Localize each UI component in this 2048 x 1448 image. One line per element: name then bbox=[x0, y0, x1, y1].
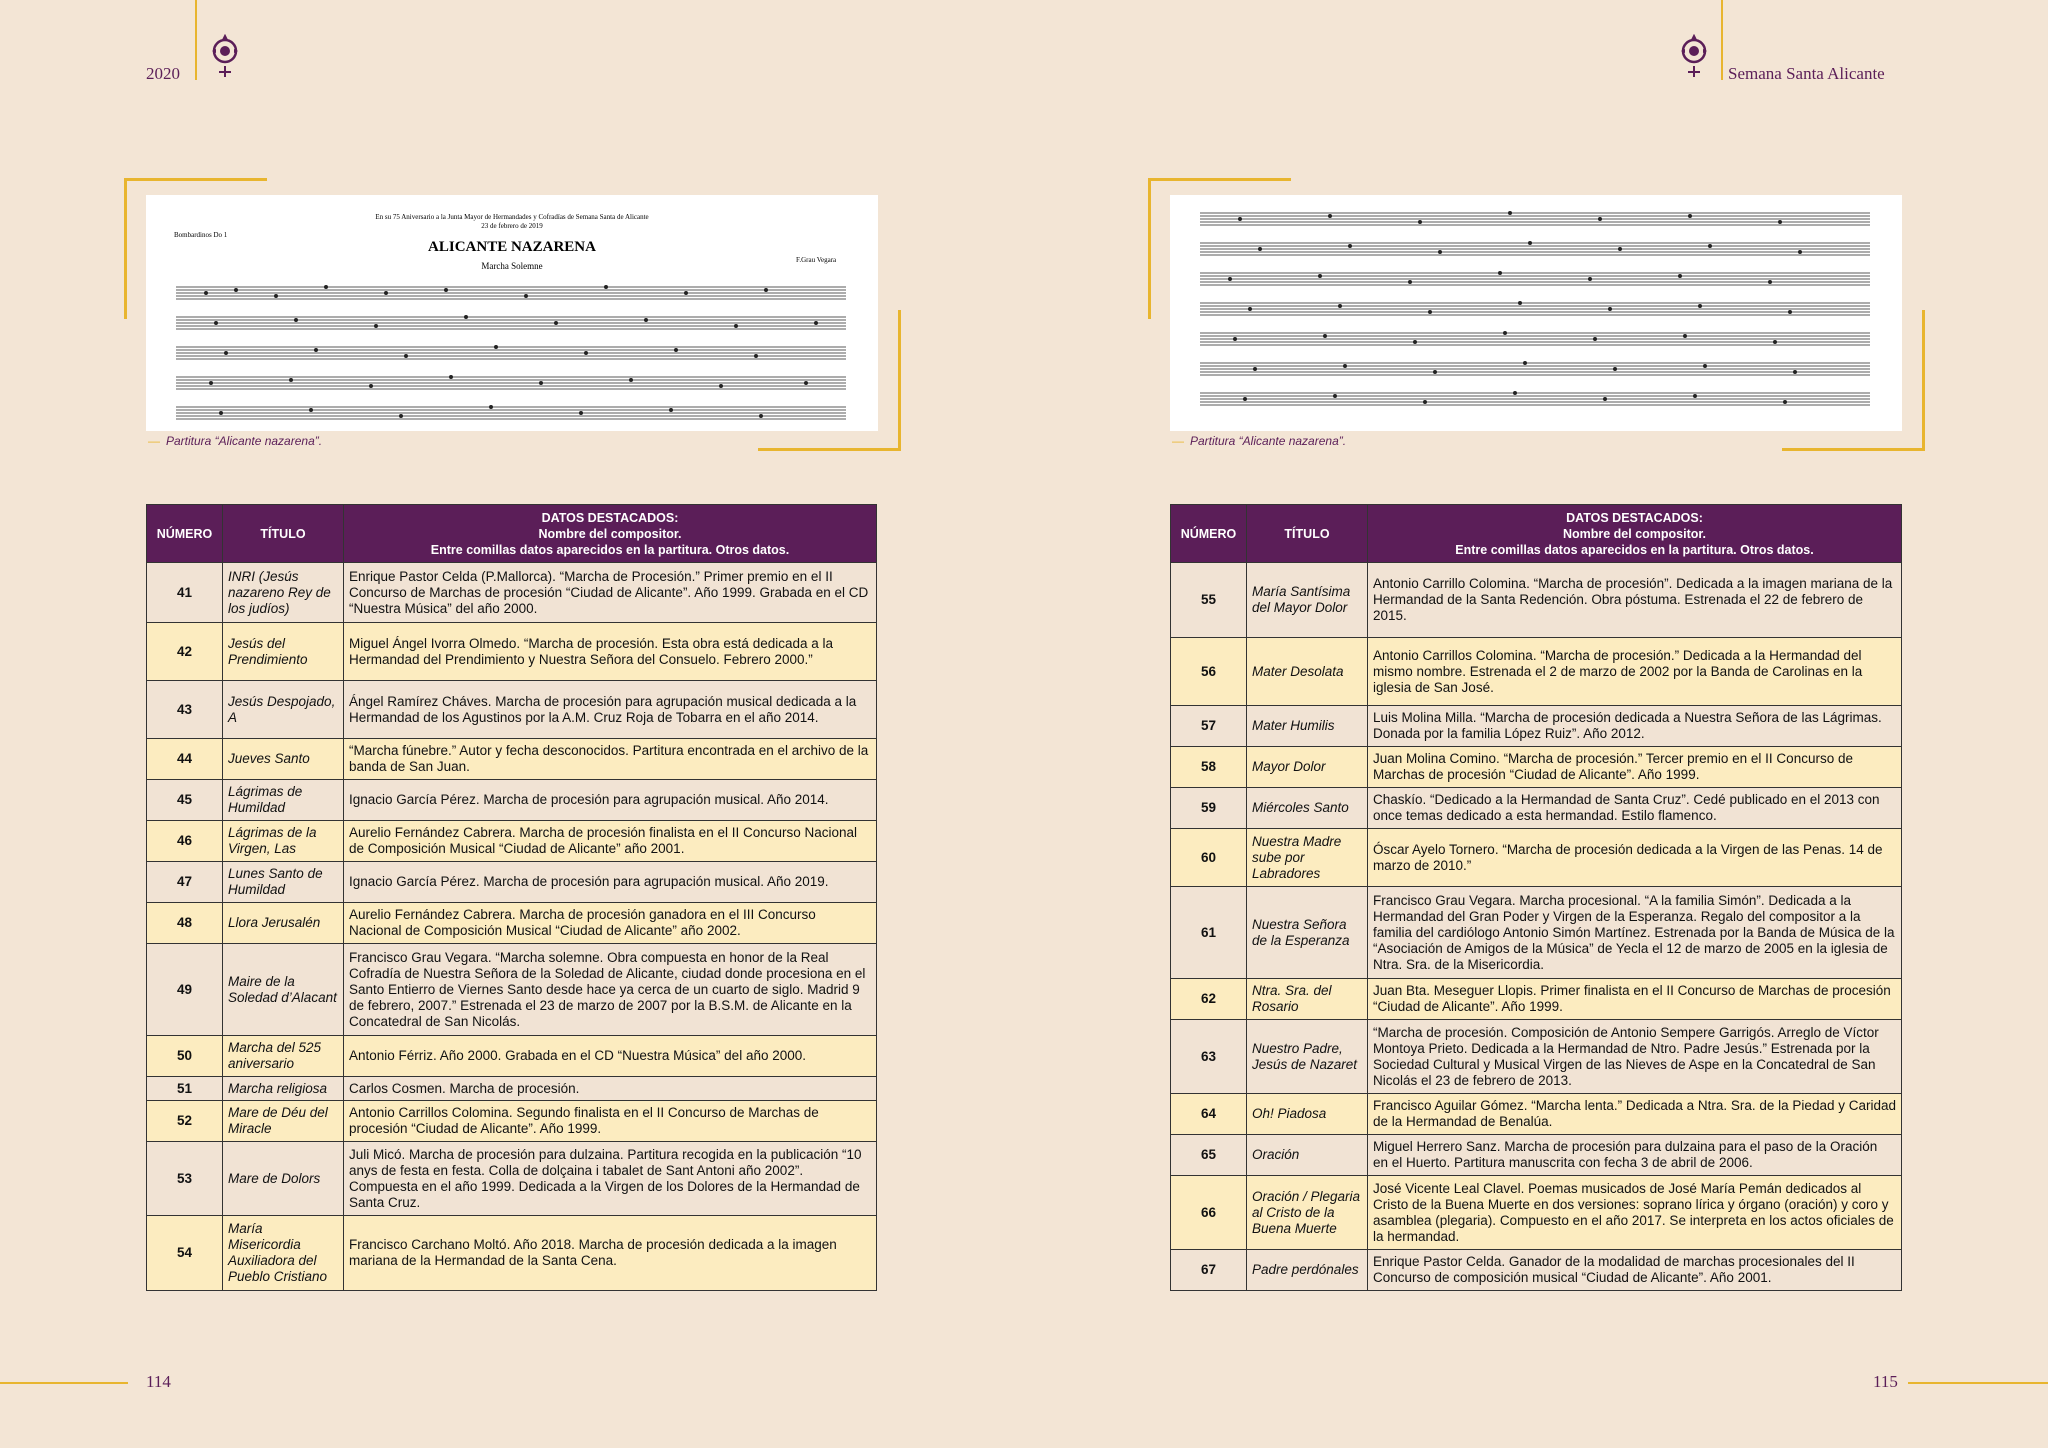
work-number: 57 bbox=[1171, 706, 1247, 747]
work-details: Francisco Aguilar Gómez. “Marcha lenta.” Dedicada a Ntra. Sra. de la Piedad y Caridad de la Hermandad de Benalúa. bbox=[1368, 1094, 1902, 1135]
work-number: 61 bbox=[1171, 887, 1247, 979]
table-row bbox=[147, 563, 877, 623]
table-row bbox=[1171, 1135, 1902, 1176]
score-image bbox=[1170, 195, 1902, 431]
work-details: “Marcha fúnebre.” Autor y fecha desconocidos. Partitura encontrada en el archivo de la banda de San Juan. bbox=[344, 739, 877, 780]
music-staves bbox=[1170, 195, 1902, 431]
table-row bbox=[1171, 979, 1902, 1020]
publication-title: Semana Santa Alicante bbox=[1728, 64, 1885, 83]
work-number: 65 bbox=[1171, 1135, 1247, 1176]
work-details: Juan Bta. Meseguer Llopis. Primer finalista en el II Concurso de Marchas de procesión “Ciudad de Alicante”. Año 1999. bbox=[1368, 979, 1902, 1020]
datos-header-line: DATOS DESTACADOS: bbox=[541, 510, 679, 525]
score-composer: F.Grau Vegara bbox=[796, 256, 837, 264]
work-details: Antonio Carrillos Colomina. “Marcha de procesión.” Dedicada a la Hermandad del mismo nombre. Estrenada el 2 de marzo de 2002 por la Banda de Carolinas en la iglesia de San José. bbox=[1368, 638, 1902, 706]
work-details: Chaskío. “Dedicado a la Hermandad de Santa Cruz”. Cedé publicado en el 2013 con once temas dedicado a esta hermandad. Estilo flamenco. bbox=[1368, 788, 1902, 829]
brotherhood-emblem-icon bbox=[1677, 34, 1711, 78]
work-details: Juli Micó. Marcha de procesión para dulzaina. Partitura recogida en la publicación “10 anys de festa en festa. Colla de dolçaina i tabalet de Sant Antoni año 2002”. Compuesta en el año 1999. Dedicada a la Virgen de los Dolores de la Hermandad de Santa Cruz. bbox=[344, 1142, 877, 1216]
works-table-left bbox=[146, 504, 877, 1291]
work-number: 47 bbox=[147, 862, 223, 903]
score-image bbox=[146, 195, 878, 431]
column-header-titulo: TÍTULO bbox=[223, 505, 344, 563]
table-row bbox=[1171, 788, 1902, 829]
footer-rule bbox=[0, 1382, 128, 1384]
work-number: 48 bbox=[147, 903, 223, 944]
work-number: 52 bbox=[147, 1101, 223, 1142]
table-row bbox=[147, 903, 877, 944]
table-row bbox=[147, 944, 877, 1036]
work-number: 63 bbox=[1171, 1020, 1247, 1094]
table-header-row bbox=[1171, 505, 1902, 563]
work-details: Francisco Grau Vegara. “Marcha solemne. Obra compuesta en honor de la Real Cofradía de Nuestra Señora de la Soledad de Alicante, ciudad donde procesiona en el Santo Entierro de Viernes Santo desde hace ya cerca de un cuarto de siglo. Madrid 9 de febrero, 2007.” Estrenada el 23 de marzo de 2007 por la B.S.M. de Alicante en la Concatedral de San Nicolás. bbox=[344, 944, 877, 1036]
table-row bbox=[147, 1142, 877, 1216]
datos-header-line: DATOS DESTACADOS: bbox=[1566, 510, 1703, 525]
work-title: María Santísima del Mayor Dolor bbox=[1247, 563, 1368, 638]
table-row bbox=[1171, 1250, 1902, 1291]
table-row bbox=[1171, 563, 1902, 638]
work-details: Antonio Carrillos Colomina. Segundo finalista en el II Concurso de Marchas de procesión “Ciudad de Alicante”. Año 1999. bbox=[344, 1101, 877, 1142]
column-header-numero: NÚMERO bbox=[1171, 505, 1247, 563]
work-details: Francisco Carchano Moltó. Año 2018. Marcha de procesión dedicada a la imagen mariana de la Hermandad de la Santa Cena. bbox=[344, 1216, 877, 1291]
score-subtitle: Marcha Solemne bbox=[481, 261, 543, 271]
work-number: 42 bbox=[147, 623, 223, 681]
datos-header-line: Entre comillas datos aparecidos en la partitura. Otros datos. bbox=[1455, 542, 1814, 557]
work-details: Miguel Ángel Ivorra Olmedo. “Marcha de procesión. Esta obra está dedicada a la Hermandad del Prendimiento y Nuestra Señora del Consuelo. Febrero 2000.” bbox=[344, 623, 877, 681]
work-details: Ángel Ramírez Cháves. Marcha de procesión para agrupación musical dedicada a la Hermandad de los Agustinos por la A.M. Cruz Roja de Tobarra en el año 2014. bbox=[344, 681, 877, 739]
table-row bbox=[1171, 1094, 1902, 1135]
work-title: Oh! Piadosa bbox=[1247, 1094, 1368, 1135]
header-divider bbox=[1721, 0, 1723, 80]
work-details: Miguel Herrero Sanz. Marcha de procesión para dulzaina para el paso de la Oración en el Huerto. Partitura manuscrita con fecha 3 de abril de 2006. bbox=[1368, 1135, 1902, 1176]
work-number: 55 bbox=[1171, 563, 1247, 638]
datos-header-line: Entre comillas datos aparecidos en la partitura. Otros datos. bbox=[430, 542, 790, 557]
table-row bbox=[147, 623, 877, 681]
work-details: Aurelio Fernández Cabrera. Marcha de procesión finalista en el II Concurso Nacional de Composición Musical “Ciudad de Alicante” año 2001. bbox=[344, 821, 877, 862]
table-row bbox=[147, 739, 877, 780]
table-row bbox=[1171, 1020, 1902, 1094]
work-title: Marcha del 525 aniversario bbox=[223, 1036, 344, 1077]
work-number: 67 bbox=[1171, 1250, 1247, 1291]
table-header-row bbox=[147, 505, 877, 563]
work-number: 44 bbox=[147, 739, 223, 780]
table-row bbox=[147, 1216, 877, 1291]
work-details: José Vicente Leal Clavel. Poemas musicados de José María Pemán dedicados al Cristo de la Buena Muerte en dos versiones: soprano lírica y órgano (oración) y coro y asamblea (plegaria). Compuesto en el año 2017. Se interpreta en los actos oficiales de la hermandad. bbox=[1368, 1176, 1902, 1250]
datos-header-line: Nombre del compositor. bbox=[1562, 526, 1707, 541]
table-row bbox=[1171, 747, 1902, 788]
table-row bbox=[1171, 829, 1902, 887]
work-title: Oración bbox=[1247, 1135, 1368, 1176]
work-details: Ignacio García Pérez. Marcha de procesión para agrupación musical. Año 2019. bbox=[344, 862, 877, 903]
work-details: Luis Molina Milla. “Marcha de procesión dedicada a Nuestra Señora de las Lágrimas. Donada por la familia López Ruiz”. Año 2012. bbox=[1368, 706, 1902, 747]
work-title: Jueves Santo bbox=[223, 739, 344, 780]
work-number: 58 bbox=[1171, 747, 1247, 788]
table-row bbox=[147, 681, 877, 739]
work-details: Antonio Carrillo Colomina. “Marcha de procesión”. Dedicada a la imagen mariana de la Hermandad de la Santa Redención. Obra póstuma. Estrenada el 22 de febrero de 2015. bbox=[1368, 563, 1902, 638]
work-number: 62 bbox=[1171, 979, 1247, 1020]
work-title: Nuestro Padre, Jesús de Nazaret bbox=[1247, 1020, 1368, 1094]
work-details: Francisco Grau Vegara. Marcha procesional. “A la familia Simón”. Dedicada a la Hermandad del Gran Poder y Virgen de la Esperanza. Regalo del compositor a la familia del cardiólogo Antonio Simón Martínez. Estrenada por la Banda de Música de la “Asociación de Amigos de la Música” de Yecla el 12 de marzo de 2005 en la iglesia de Ntra. Sra. de la Misericordia. bbox=[1368, 887, 1902, 979]
brotherhood-emblem-icon bbox=[208, 34, 242, 78]
work-number: 41 bbox=[147, 563, 223, 623]
page-number-left: 114 bbox=[146, 1372, 171, 1391]
work-title: María Misericordia Auxiliadora del Pueblo Cristiano bbox=[223, 1216, 344, 1291]
table-row bbox=[147, 1036, 877, 1077]
work-title: Lágrimas de la Virgen, Las bbox=[223, 821, 344, 862]
score-title: ALICANTE NAZARENA bbox=[428, 239, 596, 255]
work-details: Antonio Férriz. Año 2000. Grabada en el CD “Nuestra Música” del año 2000. bbox=[344, 1036, 877, 1077]
figure-caption: — Partitura “Alicante nazarena”. bbox=[1172, 434, 1347, 448]
work-title: Mater Desolata bbox=[1247, 638, 1368, 706]
work-number: 56 bbox=[1171, 638, 1247, 706]
header-divider bbox=[195, 0, 197, 80]
work-number: 49 bbox=[147, 944, 223, 1036]
work-title: Mare de Déu del Miracle bbox=[223, 1101, 344, 1142]
work-title: Mayor Dolor bbox=[1247, 747, 1368, 788]
work-title: Miércoles Santo bbox=[1247, 788, 1368, 829]
table-row bbox=[1171, 706, 1902, 747]
work-title: Mater Humilis bbox=[1247, 706, 1368, 747]
column-header-numero: NÚMERO bbox=[147, 505, 223, 563]
work-details: Ignacio García Pérez. Marcha de procesión para agrupación musical. Año 2014. bbox=[344, 780, 877, 821]
work-title: Llora Jerusalén bbox=[223, 903, 344, 944]
work-number: 46 bbox=[147, 821, 223, 862]
work-number: 53 bbox=[147, 1142, 223, 1216]
work-title: Jesús del Prendimiento bbox=[223, 623, 344, 681]
score-dedication: En su 75 Aniversario a la Junta Mayor de Hermandades y Cofradías de Semana Santa de Alicante bbox=[375, 213, 649, 221]
figure-caption: — Partitura “Alicante nazarena”. bbox=[148, 434, 323, 448]
column-header-datos bbox=[1368, 505, 1902, 563]
table-row bbox=[1171, 1176, 1902, 1250]
works-table-right bbox=[1170, 504, 1902, 1291]
work-number: 66 bbox=[1171, 1176, 1247, 1250]
work-title: Lágrimas de Humildad bbox=[223, 780, 344, 821]
work-title: Ntra. Sra. del Rosario bbox=[1247, 979, 1368, 1020]
work-details: Juan Molina Comino. “Marcha de procesión.” Tercer premio en el II Concurso de Marchas de procesión “Ciudad de Alicante”. Año 1999. bbox=[1368, 747, 1902, 788]
datos-header-line: Nombre del compositor. bbox=[538, 526, 682, 541]
work-details: Óscar Ayelo Tornero. “Marcha de procesión dedicada a la Virgen de las Penas. 14 de marzo de 2010.” bbox=[1368, 829, 1902, 887]
page-number-right: 115 bbox=[1873, 1372, 1898, 1391]
work-title: Oración / Plegaria al Cristo de la Buena Muerte bbox=[1247, 1176, 1368, 1250]
work-title: Maire de la Soledad d’Alacant bbox=[223, 944, 344, 1036]
work-title: Nuestra Señora de la Esperanza bbox=[1247, 887, 1368, 979]
work-number: 60 bbox=[1171, 829, 1247, 887]
table-row bbox=[147, 821, 877, 862]
column-header-datos bbox=[344, 505, 877, 563]
table-row bbox=[1171, 887, 1902, 979]
table-row bbox=[147, 1077, 877, 1101]
work-title: Lunes Santo de Humildad bbox=[223, 862, 344, 903]
work-details: “Marcha de procesión. Composición de Antonio Sempere Garrigós. Arreglo de Víctor Montoya Prieto. Dedicada a la Hermandad de Ntro. Padre Jesús.” Estrenada por la Sociedad Cultural y Musical Virgen de las Nieves de Aspe en la Concatedral de San Nicolás el 23 de febrero de 2013. bbox=[1368, 1020, 1902, 1094]
work-number: 64 bbox=[1171, 1094, 1247, 1135]
table-row bbox=[147, 780, 877, 821]
table-row bbox=[147, 862, 877, 903]
work-details: Enrique Pastor Celda (P.Mallorca). “Marcha de Procesión.” Primer premio en el II Concurso de Marchas de procesión “Ciudad de Alicante”. Año 1999. Grabada en el CD “Nuestra Música” del año 2000. bbox=[344, 563, 877, 623]
work-title: Padre perdónales bbox=[1247, 1250, 1368, 1291]
work-details: Aurelio Fernández Cabrera. Marcha de procesión ganadora en el III Concurso Nacional de Composición Musical “Ciudad de Alicante” año 2002. bbox=[344, 903, 877, 944]
music-staves bbox=[146, 277, 878, 431]
work-number: 51 bbox=[147, 1077, 223, 1101]
work-number: 59 bbox=[1171, 788, 1247, 829]
work-title: Marcha religiosa bbox=[223, 1077, 344, 1101]
work-title: INRI (Jesús nazareno Rey de los judíos) bbox=[223, 563, 344, 623]
work-number: 50 bbox=[147, 1036, 223, 1077]
column-header-titulo: TÍTULO bbox=[1247, 505, 1368, 563]
score-instrument: Bombardinos Do 1 bbox=[174, 231, 228, 239]
table-row bbox=[147, 1101, 877, 1142]
score-date: 23 de febrero de 2019 bbox=[481, 222, 543, 230]
work-title: Nuestra Madre sube por Labradores bbox=[1247, 829, 1368, 887]
table-row bbox=[1171, 638, 1902, 706]
year-label: 2020 bbox=[146, 64, 180, 83]
footer-rule bbox=[1908, 1382, 2048, 1384]
work-number: 45 bbox=[147, 780, 223, 821]
work-number: 54 bbox=[147, 1216, 223, 1291]
work-details: Carlos Cosmen. Marcha de procesión. bbox=[344, 1077, 877, 1101]
work-title: Jesús Despojado, A bbox=[223, 681, 344, 739]
work-title: Mare de Dolors bbox=[223, 1142, 344, 1216]
work-number: 43 bbox=[147, 681, 223, 739]
work-details: Enrique Pastor Celda. Ganador de la modalidad de marchas procesionales del II Concurso de composición musical “Ciudad de Alicante”. Año 2001. bbox=[1368, 1250, 1902, 1291]
